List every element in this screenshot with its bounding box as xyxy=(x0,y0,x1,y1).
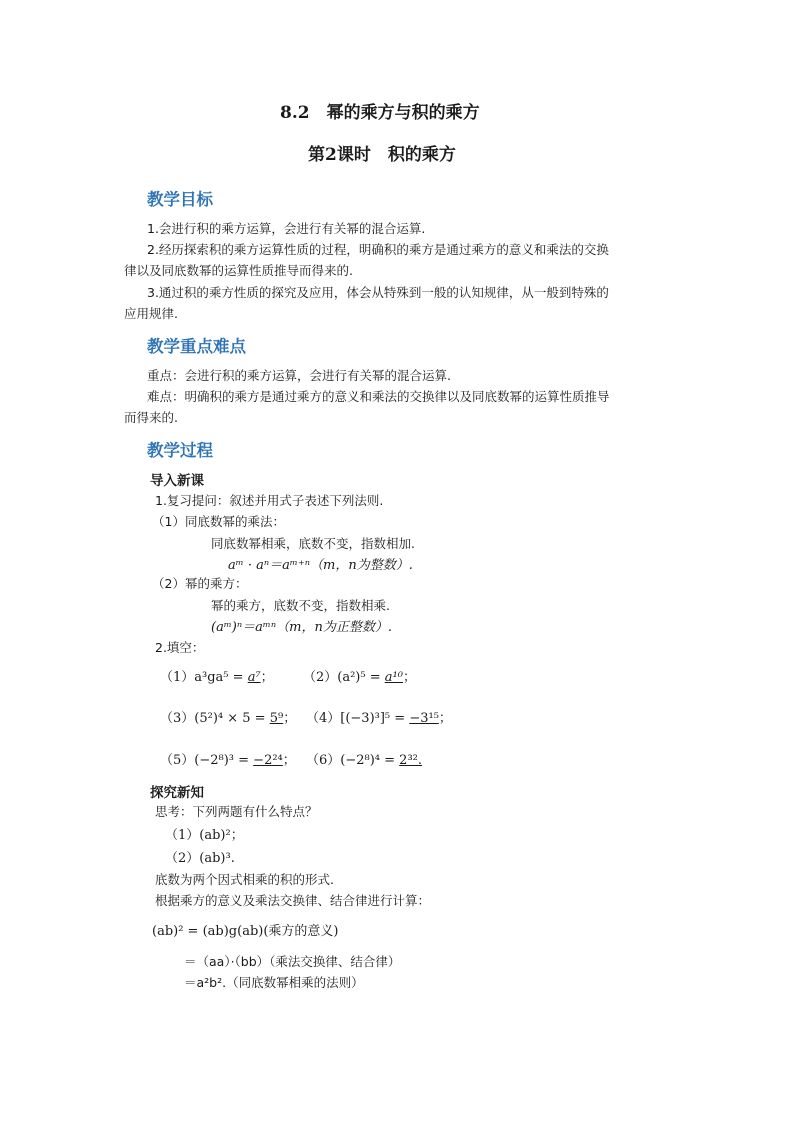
fill-q4 xyxy=(306,707,452,726)
fill-q2 xyxy=(303,666,416,685)
answer: 2³². xyxy=(399,753,422,768)
base-note: 底数为两个因式相乘的积的形式. xyxy=(155,872,334,887)
think-1: （1）(ab)²； xyxy=(165,828,244,843)
goal-2a: 2.经历探索积的乘方运算性质的过程，明确积的乘方是通过乘方的意义和乘法的交换 xyxy=(147,242,609,257)
question-text: （3）(5²)⁴ × 5 = xyxy=(160,711,266,726)
intro-heading: 导入新课 xyxy=(150,473,204,489)
answer: a¹⁰ xyxy=(384,670,403,685)
question-text: （4）[(−3)³]⁵ = xyxy=(306,711,406,726)
question-text: （5）(−2⁸)³ = xyxy=(160,753,250,768)
question-text: （6）(−2⁸)⁴ = xyxy=(306,753,396,768)
fill-q6 xyxy=(306,749,422,768)
semicolon: ； xyxy=(283,711,297,726)
rule2-title: （2）幂的乘方： xyxy=(152,576,248,591)
goal-3b: 应用规律. xyxy=(124,306,178,321)
section-heading-goals: 教学目标 xyxy=(147,190,213,209)
rule2-formula: (aᵐ)ⁿ＝aᵐⁿ（m，n为正整数）. xyxy=(211,620,392,635)
question-text: （2）(a²)⁵ = xyxy=(303,670,381,685)
rule2-text: 幂的乘方，底数不变，指数相乘. xyxy=(211,598,390,613)
derivation-step-3: ＝a²b².（同底数幂相乘的法则） xyxy=(184,975,364,990)
difficulty-a: 难点：明确积的乘方是通过乘方的意义和乘法的交换律以及同底数幂的运算性质推导 xyxy=(147,389,610,404)
think-2: （2）(ab)³. xyxy=(165,851,235,866)
fill-title: 2.填空： xyxy=(155,640,205,655)
fill-q5 xyxy=(160,749,296,768)
page-title: 8.2 幂的乘方与积的乘方 xyxy=(280,103,480,123)
derivation-step-1: (ab)² = (ab)g(ab)(乘方的意义) xyxy=(152,924,339,939)
rule1-formula: aᵐ · aⁿ＝aᵐ⁺ⁿ（m，n为整数）. xyxy=(228,558,413,573)
semicolon: ； xyxy=(260,670,274,685)
goal-1: 1.会进行积的乘方运算，会进行有关幂的混合运算. xyxy=(147,221,426,236)
section-heading-key: 教学重点难点 xyxy=(147,337,246,356)
answer: a⁷ xyxy=(247,670,261,685)
rule1-text: 同底数幂相乘，底数不变，指数相加. xyxy=(211,536,415,551)
derivation-step-2: ＝（aa）·（bb）（乘法交换律、结合律） xyxy=(184,954,401,969)
rule1-title: （1）同底数幂的乘法： xyxy=(152,514,285,529)
review-question: 1.复习提问：叙述并用式子表述下列法则. xyxy=(155,493,384,508)
key-point: 重点：会进行积的乘方运算，会进行有关幂的混合运算. xyxy=(147,368,451,383)
answer: 5⁹ xyxy=(269,711,284,726)
page-subtitle: 第2课时 积的乘方 xyxy=(308,145,456,165)
difficulty-b: 而得来的. xyxy=(124,410,178,425)
section-heading-process: 教学过程 xyxy=(147,441,213,460)
question-text: （1）a³ga⁵ = xyxy=(160,670,244,685)
fill-q1 xyxy=(160,666,274,685)
semicolon: ； xyxy=(402,670,416,685)
semicolon: ； xyxy=(282,753,296,768)
think-prompt: 思考：下列两题有什么特点？ xyxy=(155,804,318,819)
answer: −3¹⁵ xyxy=(409,711,439,726)
goal-2b: 律以及同底数幂的运算性质推导而得来的. xyxy=(124,263,353,278)
calc-note: 根据乘方的意义及乘法交换律、结合律进行计算： xyxy=(155,893,431,908)
answer: −2²⁴ xyxy=(253,753,283,768)
explore-heading: 探究新知 xyxy=(150,785,204,801)
fill-q3 xyxy=(160,707,296,726)
goal-3a: 3.通过积的乘方性质的探究及应用，体会从特殊到一般的认知规律，从一般到特殊的 xyxy=(147,285,609,300)
semicolon: ； xyxy=(438,711,452,726)
